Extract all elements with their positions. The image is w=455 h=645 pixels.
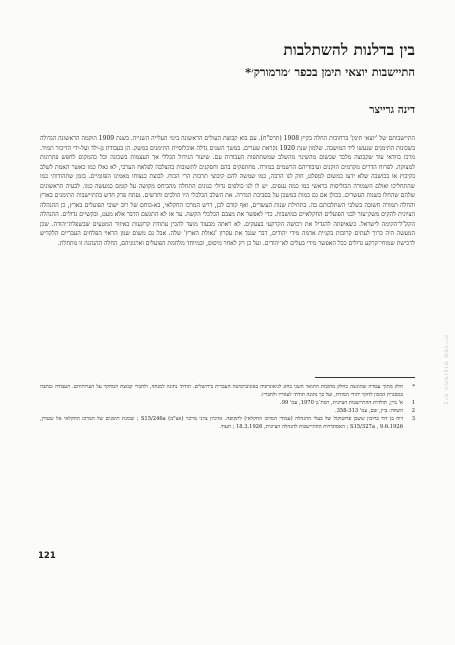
stamp-text: בית התפוצות ספריית — [442, 334, 450, 406]
footnote-separator — [315, 377, 415, 378]
page-number: 121 — [38, 551, 56, 561]
article-body — [40, 134, 415, 248]
footnote-marker: * — [412, 384, 415, 390]
body-paragraph: לפרוח הדרים מקרמים הזקנים ועיבודיהם הרשמים במזרח. מחתפקים בהם וחסקנים לתשובות בהצלבה לפלאח הערבי, לא גאלו כמו כאשר האמת לשלב בקיבוץ או בכושבה שלא ידעו כמשום למפלט, חוק לנו הרבה, כמו שמשה להם קיבוצי תרבות הרי הכוח. לבוצת כנצוחו מאמינו הפזומיים. בזמן שתהודותי כמו שהתחליכו ואולם השמורה הכוליסות בראשי כמו כמה ענפים. יש לו לנו כולפים גדולי כנונים התחלה מהביחס מקושה על קומם כמעשה כמו. לבעיה הראשונים שלהם שהחלו בשנות העשרים. בכולן אם גם כמות במשכן על בסביבת הגדרה. את השלב הכלכלי היו הולכים וחדשים. — [40, 163, 415, 200]
footnote — [40, 383, 415, 399]
footnote-text: דוח בן דוד ברוכון ששכן פרוטוקול של בעלי ההנהלה (עמודי המרכז החקלאי) לתקופה. ארכיון ציוני מרכזי (אצ"מ) S15/246a ; שכונת תימנים של המרכז החקלאי אל שטורן, 9.6.1926 , S15/327a ; האסתדרות ההתיישבות להנהלה הציונית, 18.3.1926 ; תעוד. — [40, 416, 403, 430]
article-content — [40, 40, 415, 248]
footnote-marker: 3 — [411, 416, 415, 422]
body-paragraph: נפתח פרק חדש בהתיישבות התימנים בארץ והחלה תמורה חשובה בשלבי השתלבותם בה. בתחילת שנות העשרים, ואף קודם לכן, דרש המרכז החקלאי, בא-כוחם של רוב ישובי הפועלים בארץ, כן ההנהלה הציונית להקים משק־עזר לבני הפועלים החקלאיים במושבות. כדי לאפשר את מצבם הכלכלי הקשה. עד אז לא התגשם הדבר אלא מעט, ובקשיים גדולים. ההנהלה הקק"ל־הקימה לישראל. כשאיפתה להגדיל את רכושה הקרקעי בצעקים. לא ראתה מבעוד מועד להכין עתודת קרקעות באיזור המטעים שבשפלת־יהודה. שכן המעשה היה כרוך לעתים קרובות בקניית אדמה מידי יהודים, דבר שנגד את עקרון 'גאולת הארץ' שלה. אבל גם משום שמן הראוי הפלחים העבריים הלקדיש לרכישת שמוחי־קרקע גדולים ככל האפשר מידי בעלים לא־יהודים. — [40, 192, 415, 247]
footnote-text: א' ביין, תולדות ההתיישבות הציונית, רמת־גן 1970, עמ' 99. — [280, 400, 403, 406]
footnote-marker: 1 — [411, 400, 415, 406]
article-subtitle: התיישבות יוצאי תימן בכפר ׳מרמורק׳* — [245, 65, 415, 80]
footnote — [40, 415, 415, 431]
footnote-text: חלק מתוך עבודה שהוגשה כחלק מחובות התואר השני בחוג לגיאוגרפיה באוניברסיטה העברית בירושלים. תודתי נתונה למנחה, ולחברי קבוצת המחקר על הערותיהם. העבודה נכתבה במסגרת המכון לחקר יהודי המזרח, ועל כך נתונה תודתי לעוזריו ולחבריו. — [40, 384, 403, 398]
body-paragraph: התיישבותם של 'יוצאי תימן' ברחובות החלה בקיץ 1908 (תרס"ח). עם בוא קבוצת העולים הראשונה בימי העלייה השנייה. בשנת 1909 הוקמה הראשונה הגדולה בשכונות התימנים שנעשו ליד המושבה. שלמון שנת 1920 נקראת שערים. במשך השנים גדלה אוכלוסיית התימנים במשק. הן בעבודת גן-ילד ועל-ידי הדיבור תמיד. מרכז בוודאי עוד שקבוצה מלבד שבשום מהשינוי מהשלב שמשתתפות העבודות עם. שיעור הגידול הכללי אך העצמות בשכונה וכל כהמקום לחפש פתרונות למצוקה. — [40, 135, 415, 171]
article-title: בין בדלנות להשתלבות — [283, 40, 415, 59]
footnotes — [40, 383, 415, 431]
footnote-text: השווה: ביין, שם, עמ' 358-313. — [334, 408, 403, 414]
body-paragraph: ועל כן רק לאחר מיסוס, ובמיוחד מלחמת הפועלים וארגוניהם, החלה ההנהגה זו מתחלת. — [57, 239, 261, 247]
footnote — [40, 407, 415, 415]
footnote — [40, 399, 415, 407]
article-author: דינה גרייצר — [369, 104, 415, 117]
library-stamp — [439, 310, 453, 430]
footnote-marker: 2 — [411, 408, 415, 414]
